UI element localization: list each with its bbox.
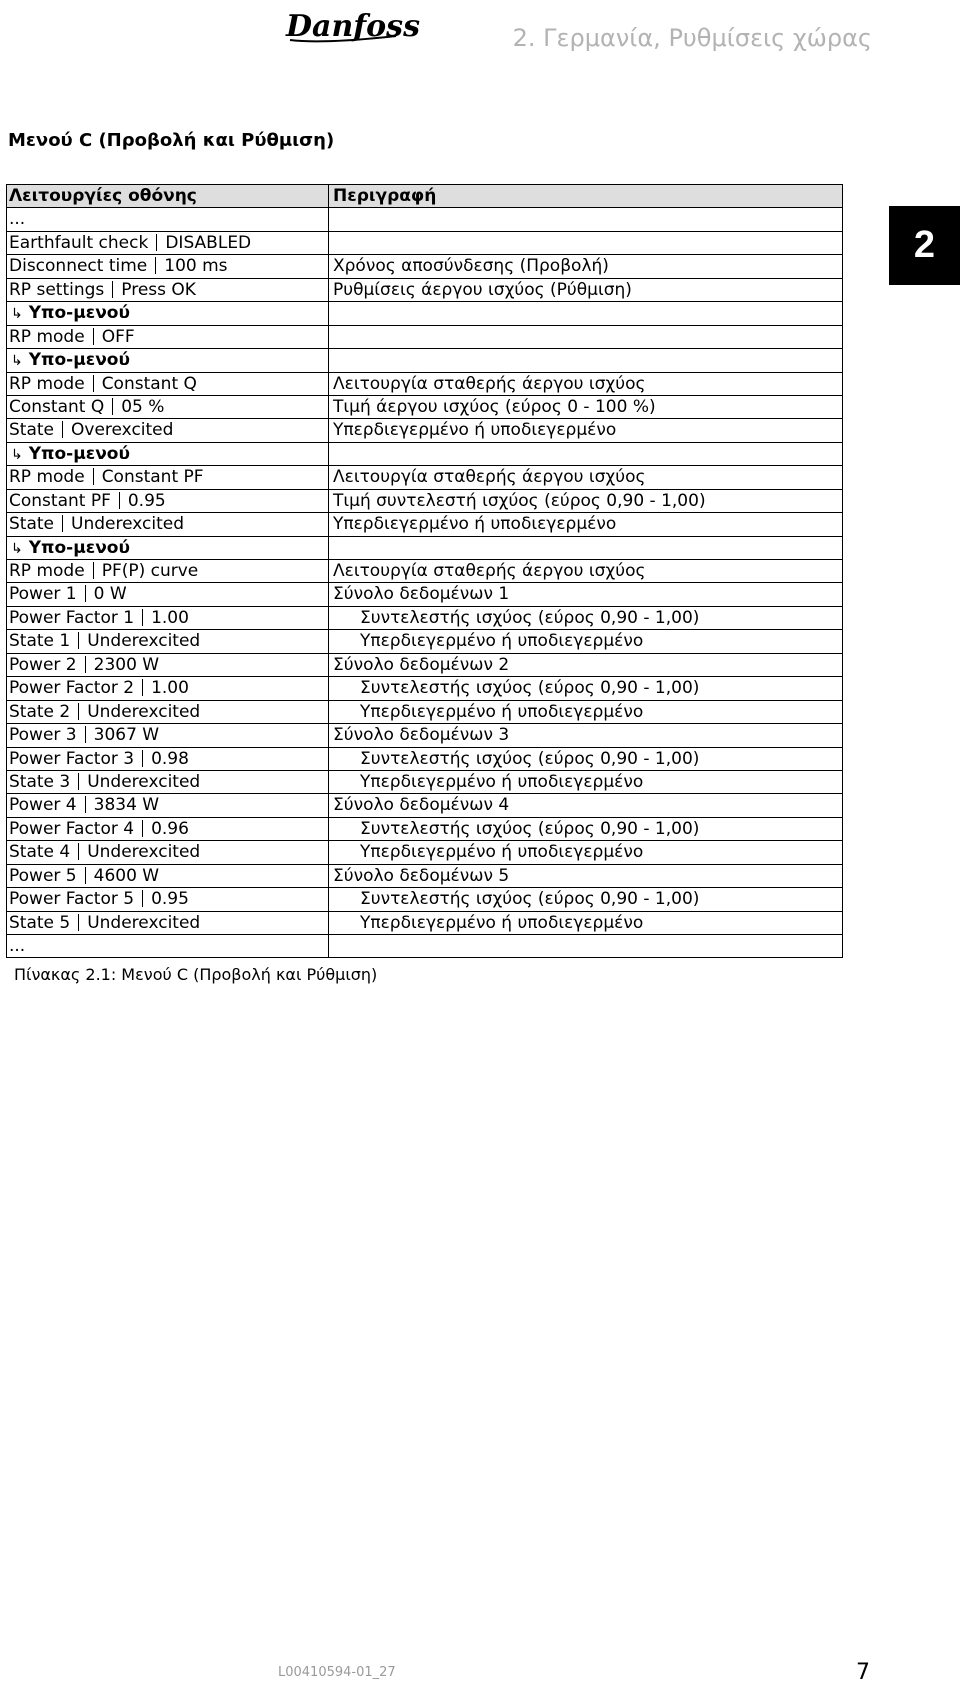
submenu-row	[7, 302, 842, 325]
section-title: 2. Γερμανία, Ρυθμίσεις χώρας	[512, 24, 872, 52]
description-cell: Συντελεστής ισχύος (εύρος 0,90 - 1,00)	[360, 678, 700, 699]
description-cell	[329, 302, 842, 324]
description-cell: Σύνολο δεδομένων 1	[333, 584, 510, 605]
submenu-row	[7, 349, 842, 372]
table-body	[7, 208, 842, 958]
parameter-value: 05 %	[121, 396, 165, 417]
parameter-name: Constant PF	[9, 490, 111, 511]
parameter-value: Press OK	[121, 279, 196, 300]
display-function-cell	[7, 560, 329, 582]
value-separator	[62, 515, 63, 532]
table-row	[7, 654, 842, 677]
table-row	[7, 935, 842, 958]
description-cell: Λειτουργία σταθερής άεργου ισχύος	[333, 467, 646, 488]
table-row	[7, 748, 842, 771]
parameter-value: Underexcited	[87, 701, 201, 722]
parameter-name: Constant Q	[9, 396, 105, 417]
display-function-cell	[7, 794, 329, 816]
table-row	[7, 865, 842, 888]
description-cell: Συντελεστής ισχύος (εύρος 0,90 - 1,00)	[360, 889, 700, 910]
display-function-cell	[7, 208, 329, 230]
parameter-value: Underexcited	[71, 514, 184, 535]
display-function-cell	[7, 912, 329, 934]
description-cell: Υπερδιεγερμένο ή υποδιεγερμένο	[360, 631, 644, 652]
description-cell: Υπερδιεγερμένο ή υποδιεγερμένο	[360, 912, 644, 933]
value-separator	[85, 726, 86, 743]
description-cell: Σύνολο δεδομένων 5	[333, 865, 510, 886]
table-header-row	[7, 185, 842, 208]
description-cell: Υπερδιεγερμένο ή υποδιεγερμένο	[333, 514, 617, 535]
parameter-name: Disconnect time	[9, 256, 148, 277]
display-function-cell	[7, 232, 329, 254]
parameter-name: Power Factor 4	[9, 818, 135, 839]
description-cell: Σύνολο δεδομένων 4	[333, 795, 510, 816]
header-display-functions: Λειτουργίες οθόνης	[7, 185, 329, 207]
parameter-value: 3067 W	[93, 725, 160, 746]
value-separator	[112, 281, 113, 298]
parameter-value: PF(P) curve	[101, 561, 199, 581]
value-separator	[142, 750, 143, 767]
parameter-value: DISABLED	[165, 232, 252, 253]
description-cell: Συντελεστής ισχύος (εύρος 0,90 - 1,00)	[360, 607, 700, 628]
parameter-value: Constant PF	[101, 467, 204, 488]
value-separator	[93, 375, 94, 392]
value-separator	[78, 843, 79, 860]
parameter-name: Υπο-μενού	[28, 537, 130, 558]
menu-title: Μενού C (Προβολή και Ρύθμιση)	[8, 130, 335, 151]
value-separator	[142, 609, 143, 626]
parameter-name: Power Factor 2	[9, 678, 135, 699]
parameter-value: 0.95	[127, 490, 166, 511]
parameter-name: Power 4	[9, 795, 77, 816]
parameter-name: Υπο-μενού	[28, 443, 130, 464]
table-row	[7, 701, 842, 724]
description-cell: Υπερδιεγερμένο ή υποδιεγερμένο	[360, 701, 644, 722]
parameter-value: 0.96	[151, 818, 189, 839]
display-function-cell	[7, 583, 329, 605]
value-separator	[85, 796, 86, 813]
parameter-value: Underexcited	[87, 631, 201, 652]
parameter-name: RP mode	[9, 561, 85, 581]
value-separator	[85, 656, 86, 673]
parameter-name: State	[9, 514, 54, 535]
table-row	[7, 232, 842, 255]
danfoss-logo-mark	[284, 6, 420, 48]
parameter-value: 2300 W	[93, 654, 160, 675]
parameter-name: Υπο-μενού	[28, 303, 130, 324]
value-separator	[142, 820, 143, 837]
parameter-value: Overexcited	[71, 420, 174, 441]
parameter-value: OFF	[101, 326, 135, 347]
display-function-cell	[7, 818, 329, 840]
parameter-value: 1.00	[151, 607, 189, 628]
parameter-value: 100 ms	[164, 256, 228, 277]
parameter-value: Underexcited	[87, 912, 201, 933]
submenu-arrow-icon: ↳	[11, 353, 23, 370]
table-row	[7, 888, 842, 911]
parameter-name: Υπο-μενού	[28, 350, 130, 371]
submenu-row	[7, 537, 842, 560]
description-cell: Σύνολο δεδομένων 3	[333, 725, 510, 746]
table-row	[7, 583, 842, 606]
display-function-cell	[7, 279, 329, 301]
description-cell	[329, 349, 842, 371]
table-row	[7, 396, 842, 419]
parameter-name: State 4	[9, 842, 71, 863]
parameter-name: RP mode	[9, 373, 85, 394]
value-separator	[85, 585, 86, 602]
display-function-cell	[7, 513, 329, 535]
table-row	[7, 912, 842, 935]
parameter-name: RP settings	[9, 279, 105, 300]
value-separator	[62, 421, 63, 438]
value-separator	[93, 468, 94, 485]
display-function-cell	[7, 771, 329, 793]
description-cell: Υπερδιεγερμένο ή υποδιεγερμένο	[333, 420, 617, 441]
description-cell	[329, 537, 842, 559]
submenu-arrow-icon: ↳	[11, 306, 23, 323]
description-cell	[329, 208, 842, 230]
display-function-cell	[7, 888, 329, 910]
display-function-cell	[7, 466, 329, 488]
table-row	[7, 560, 842, 583]
display-function-cell	[7, 490, 329, 512]
table-caption: Πίνακας 2.1: Μενού C (Προβολή και Ρύθμιση)	[14, 965, 378, 984]
display-function-cell	[7, 865, 329, 887]
logo-text: Danfoss	[286, 9, 420, 44]
display-function-cell	[7, 748, 329, 770]
parameter-name: Power 3	[9, 725, 77, 746]
display-function-cell	[7, 607, 329, 629]
description-cell: Συντελεστής ισχύος (εύρος 0,90 - 1,00)	[360, 748, 700, 769]
document-code: L00410594-01_27	[278, 1665, 396, 1680]
description-cell	[329, 443, 842, 465]
table-row	[7, 255, 842, 278]
parameter-name: State 2	[9, 701, 71, 722]
description-cell: Σύνολο δεδομένων 2	[333, 654, 510, 675]
parameter-name: Earthfault check	[9, 232, 149, 253]
parameter-value: 3834 W	[93, 795, 160, 816]
table-row	[7, 630, 842, 653]
description-cell: Λειτουργία σταθερής άεργου ισχύος	[333, 561, 646, 581]
table-row	[7, 279, 842, 302]
parameter-name: State 3	[9, 771, 71, 792]
parameter-value: Underexcited	[87, 771, 201, 792]
display-function-cell	[7, 935, 329, 957]
value-separator	[119, 492, 120, 509]
table-row	[7, 771, 842, 794]
description-cell	[329, 326, 842, 348]
table-row	[7, 677, 842, 700]
display-function-cell	[7, 302, 329, 324]
description-cell	[329, 935, 842, 957]
table-row	[7, 373, 842, 396]
display-function-cell	[7, 349, 329, 371]
parameter-name: Power 5	[9, 865, 77, 886]
parameter-value: 4600 W	[93, 865, 160, 886]
parameter-value: 1.00	[151, 678, 189, 699]
value-separator	[78, 914, 79, 931]
table-row	[7, 818, 842, 841]
table-row	[7, 208, 842, 231]
value-separator	[112, 398, 113, 415]
parameter-name: State 5	[9, 912, 71, 933]
parameter-name: RP mode	[9, 326, 85, 347]
parameter-value: Underexcited	[87, 842, 201, 863]
value-separator	[93, 562, 94, 579]
display-function-cell	[7, 701, 329, 723]
description-cell: Λειτουργία σταθερής άεργου ισχύος	[333, 373, 646, 394]
display-function-cell	[7, 419, 329, 441]
display-function-cell	[7, 724, 329, 746]
value-separator	[78, 632, 79, 649]
chapter-tab: 2	[889, 206, 960, 285]
display-function-cell	[7, 255, 329, 277]
display-function-cell	[7, 396, 329, 418]
table-row	[7, 466, 842, 489]
table-row	[7, 419, 842, 442]
parameter-name: Power Factor 1	[9, 607, 135, 628]
parameter-name: Power 1	[9, 584, 77, 605]
parameter-name: RP mode	[9, 467, 85, 488]
table-row	[7, 513, 842, 536]
submenu-arrow-icon: ↳	[11, 446, 23, 463]
header-description: Περιγραφή	[333, 186, 437, 206]
display-function-cell	[7, 841, 329, 863]
value-separator	[142, 679, 143, 696]
submenu-row	[7, 443, 842, 466]
description-cell: Υπερδιεγερμένο ή υποδιεγερμένο	[360, 842, 644, 863]
display-function-cell	[7, 630, 329, 652]
parameter-name: ...	[9, 209, 26, 230]
parameter-name: ...	[9, 936, 26, 956]
display-function-cell	[7, 326, 329, 348]
parameter-value: 0 W	[93, 584, 127, 605]
parameter-name: Power Factor 3	[9, 748, 135, 769]
display-function-cell	[7, 443, 329, 465]
parameter-value: 0.95	[151, 889, 189, 910]
danfoss-logo	[284, 6, 420, 48]
value-separator	[156, 234, 157, 251]
description-cell: Ρυθμίσεις άεργου ισχύος (Ρύθμιση)	[333, 279, 632, 300]
value-separator	[78, 703, 79, 720]
display-function-cell	[7, 373, 329, 395]
menu-table	[6, 184, 843, 958]
table-row	[7, 724, 842, 747]
display-function-cell	[7, 654, 329, 676]
table-row	[7, 841, 842, 864]
table-row	[7, 607, 842, 630]
table-row	[7, 326, 842, 349]
value-separator	[78, 773, 79, 790]
parameter-value: Constant Q	[101, 373, 197, 394]
value-separator	[85, 867, 86, 884]
parameter-name: State	[9, 420, 54, 441]
submenu-arrow-icon: ↳	[11, 540, 23, 557]
parameter-name: Power Factor 5	[9, 889, 135, 910]
description-cell	[329, 232, 842, 254]
parameter-name: Power 2	[9, 654, 77, 675]
page-number: 7	[856, 1660, 870, 1685]
display-function-cell	[7, 677, 329, 699]
value-separator	[155, 257, 156, 274]
description-cell: Τιμή συντελεστή ισχύος (εύρος 0,90 - 1,00)	[333, 490, 706, 511]
description-cell: Τιμή άεργου ισχύος (εύρος 0 - 100 %)	[333, 396, 656, 417]
table-row	[7, 490, 842, 513]
parameter-value: 0.98	[151, 748, 189, 769]
parameter-name: State 1	[9, 631, 71, 652]
value-separator	[142, 890, 143, 907]
display-function-cell	[7, 537, 329, 559]
value-separator	[93, 328, 94, 345]
description-cell: Υπερδιεγερμένο ή υποδιεγερμένο	[360, 771, 644, 792]
table-row	[7, 794, 842, 817]
description-cell: Συντελεστής ισχύος (εύρος 0,90 - 1,00)	[360, 818, 700, 839]
description-cell: Χρόνος αποσύνδεσης (Προβολή)	[333, 256, 609, 277]
